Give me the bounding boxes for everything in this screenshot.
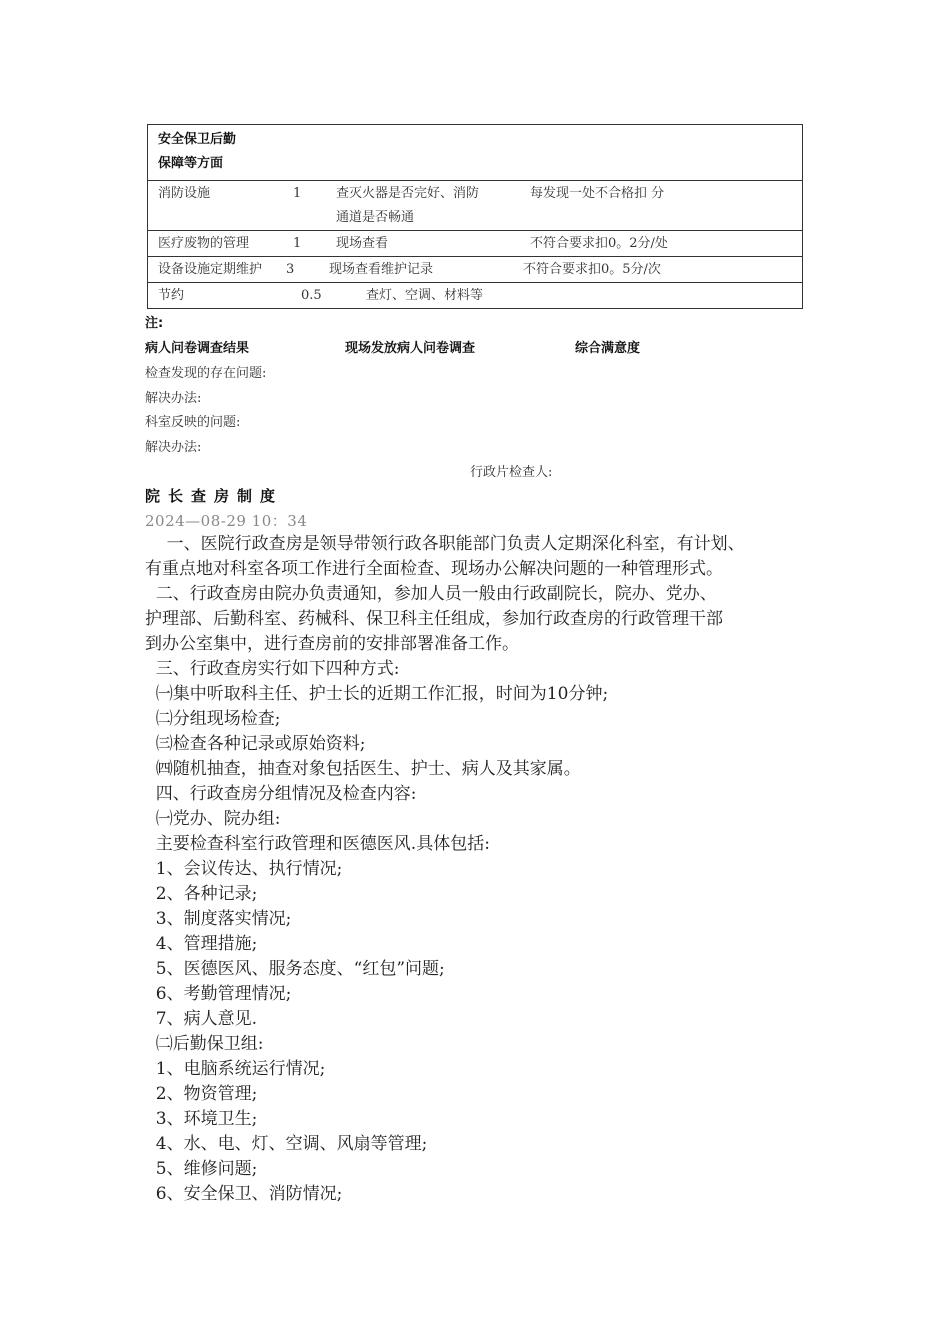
solution-label: 解决办法: (145, 391, 202, 406)
row-score: 3 (286, 262, 295, 277)
article-line: 2、各种记录; (145, 884, 258, 904)
article-line: 6、安全保卫、消防情况; (145, 1184, 343, 1204)
row-method: 现场查看 (336, 236, 389, 251)
article-line: ㈢检查各种记录或原始资料; (145, 734, 366, 754)
article-line: 7、病人意见. (145, 1009, 258, 1029)
article-line: 6、考勤管理情况; (145, 984, 292, 1004)
row-score: 0.5 (301, 288, 322, 303)
article-line: 1、电脑系统运行情况; (145, 1059, 326, 1079)
article-line: 四、行政查房分组情况及检查内容: (145, 784, 417, 804)
table-header-line2: 保障等方面 (158, 156, 224, 171)
article-line: 三、行政查房实行如下四种方式: (145, 659, 400, 679)
row-item: 消防设施 (158, 186, 211, 201)
row-item: 设备设施定期维护 (158, 262, 263, 277)
article-line: ㈡后勤保卫组: (145, 1034, 264, 1054)
table-row (148, 230, 802, 256)
article-line: ㈣随机抽查，抽查对象包括医生、护士、病人及其家属。 (145, 759, 581, 779)
article-line: 二、行政查房由院办负责通知，参加人员一般由行政副院长，院办、党办、 (145, 584, 717, 604)
table-header-line1: 安全保卫后勤 (158, 132, 237, 147)
table-row (148, 180, 802, 230)
row-score: 1 (293, 186, 302, 201)
article-line: 2、物资管理; (145, 1084, 258, 1104)
row-rule: 不符合要求扣0。5分/次 (523, 262, 661, 277)
article-title: 院长查房制度 (145, 487, 284, 505)
article-line: ㈡分组现场检查; (145, 709, 281, 729)
article-line: 5、维修问题; (145, 1159, 258, 1179)
article-line: 4、水、电、灯、空调、风扇等管理; (145, 1134, 428, 1154)
article-line: 主要检查科室行政管理和医德医风.具体包括: (145, 834, 490, 854)
article-line: ㈠党办、院办组: (145, 809, 281, 829)
table-row (148, 282, 802, 308)
row-method: 查灯、空调、材料等 (366, 288, 484, 303)
problems-found-label: 检查发现的存在问题: (145, 366, 267, 381)
satisfaction-label: 综合满意度 (575, 341, 641, 356)
dept-feedback-label: 科室反映的问题: (145, 415, 241, 430)
article-line: 5、医德医风、服务态度、“红包”问题; (145, 959, 445, 979)
article-line: 3、制度落实情况; (145, 909, 292, 929)
article-line: 1、会议传达、执行情况; (145, 859, 343, 879)
survey-method-label: 现场发放病人问卷调查 (345, 341, 476, 356)
article-body (145, 532, 745, 1207)
row-method: 现场查看维护记录 (329, 262, 434, 277)
table-header-row (148, 125, 802, 180)
article-line: ㈠集中听取科主任、护士长的近期工作汇报，时间为10分钟; (145, 684, 609, 704)
table-row (148, 256, 802, 282)
inspection-table (147, 124, 803, 309)
article-line: 护理部、后勤科室、药械科、保卫科主任组成，参加行政查房的行政管理干部 (145, 609, 723, 629)
row-rule: 每发现一处不合格扣 分 (530, 186, 665, 201)
article-line: 4、管理措施; (145, 934, 258, 954)
article-line: 一、医院行政查房是领导带领行政各职能部门负责人定期深化科室，有计划、 (145, 534, 745, 554)
note-label: 注: (145, 316, 164, 331)
article-line: 到办公室集中，进行查房前的安排部署准备工作。 (145, 634, 519, 654)
row-rule: 不符合要求扣0。2分/处 (530, 236, 668, 251)
row-item: 医疗废物的管理 (158, 236, 250, 251)
row-item: 节约 (158, 288, 185, 303)
row-method: 查灭火器是否完好、消防 (336, 186, 480, 201)
article-line: 有重点地对科室各项工作进行全面检查、现场办公解决问题的一种管理形式。 (145, 559, 723, 579)
row-method-cont: 通道是否畅通 (336, 210, 415, 225)
row-score: 1 (293, 236, 302, 251)
article-date: 2024—08-29 10：34 (145, 512, 308, 530)
inspector-label: 行政片检查人: (470, 465, 553, 480)
survey-result-label: 病人问卷调查结果 (145, 341, 250, 356)
solution-label-2: 解决办法: (145, 440, 202, 455)
article-line: 3、环境卫生; (145, 1109, 258, 1129)
